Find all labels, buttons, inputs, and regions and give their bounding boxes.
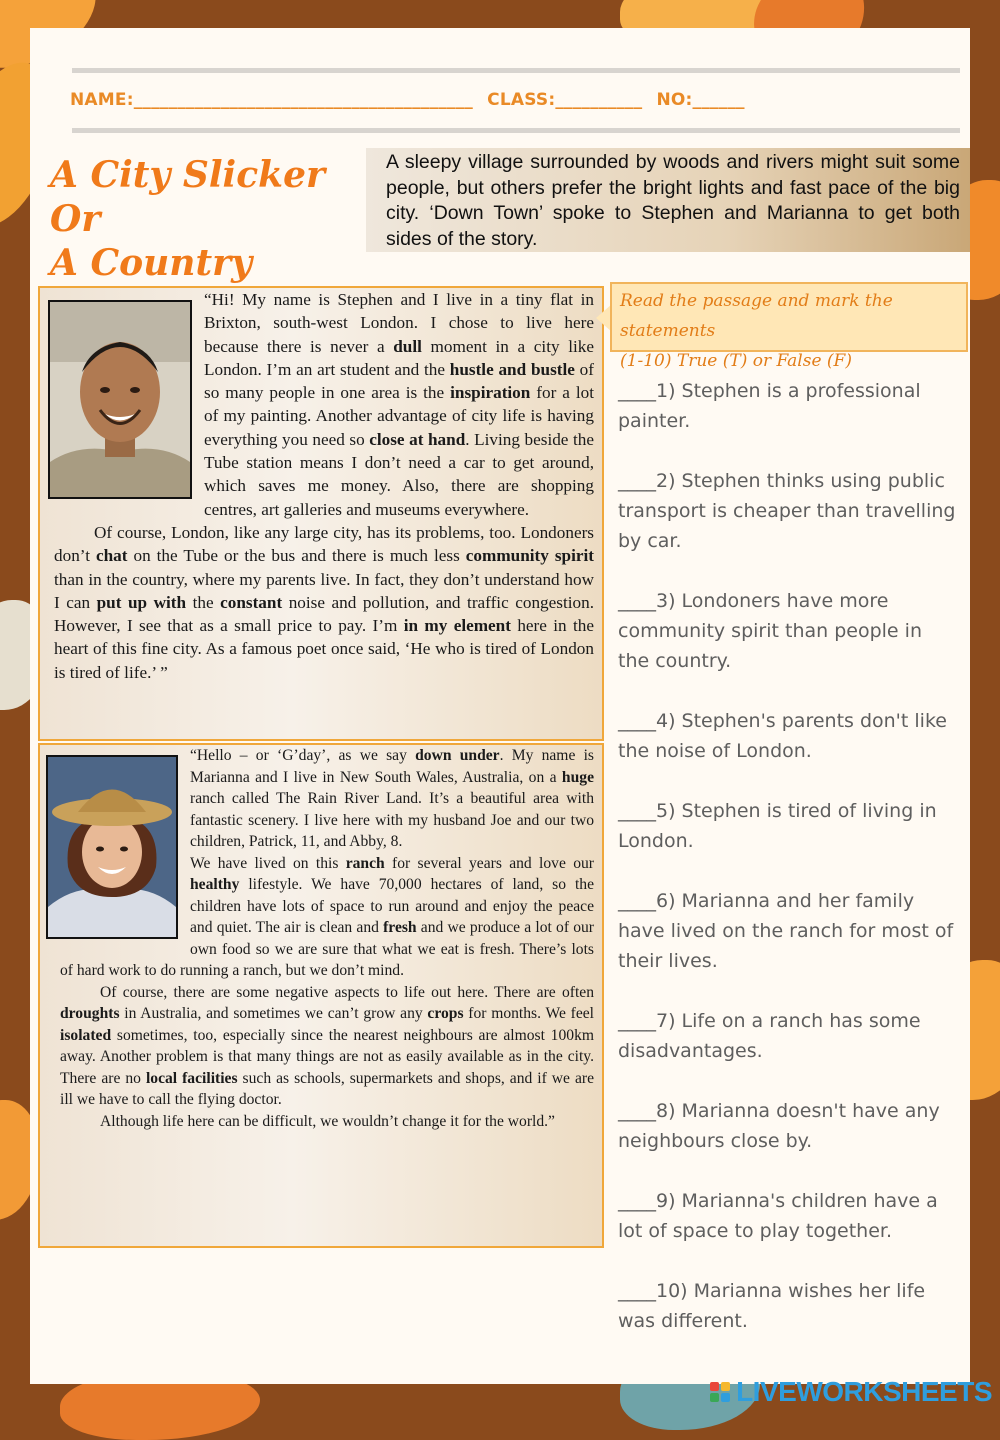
marianna-article [38, 743, 604, 1248]
question-2[interactable]: ____2) Stephen thinks using public transport is cheaper than travelling by car. [618, 470, 956, 552]
stephen-portrait-image [50, 302, 190, 497]
question-5[interactable]: ____5) Stephen is tired of living in London. [618, 800, 937, 852]
true-false-questions [618, 376, 958, 1366]
question-1[interactable]: ____1) Stephen is a professional painter. [618, 380, 921, 432]
question-8[interactable]: ____8) Marianna doesn't have any neighbours close by. [618, 1100, 940, 1152]
marianna-portrait-image [48, 757, 176, 937]
logo-square-red [710, 1382, 719, 1391]
student-info-header [70, 90, 970, 110]
question-4[interactable]: ____4) Stephen's parents don't like the noise of London. [618, 710, 947, 762]
top-rule [72, 68, 960, 73]
question-6[interactable]: ____6) Marianna and her family have lived on the ranch for most of their lives. [618, 890, 954, 972]
marianna-paragraph-1: “Hello – or ‘G’day’, as we say down under. My name is Marianna and I live in New South Wales, Australia, on a huge ranch called The Rain River Land. It’s a beautiful area with fantastic scenery. I live here with my husband Joe and our two children, Patrick, 11, and Abby, 8. [190, 747, 594, 850]
instruction-box [610, 282, 968, 371]
stephen-article [38, 286, 604, 741]
marianna-paragraph-3: Of course, there are some negative aspects to life out here. There are often droughts in Australia, and sometimes we can’t grow any crops for months. We feel isolated sometimes, too, especially since the nearest neighbours are almost 100km away. Another problem is that many things are not as easily available as in the city. There are no local facilities such as schools, supermarkets and shops, and if we are ill we have to call the flying doctor. [60, 983, 594, 1108]
question-3[interactable]: ____3) Londoners have more community spirit than people in the country. [618, 590, 922, 672]
number-field-label[interactable]: NO:______ [656, 90, 745, 110]
bottom-rule [72, 128, 960, 133]
logo-square-yellow [721, 1382, 730, 1391]
name-field-label[interactable]: NAME:_______________________________________ [70, 90, 474, 110]
question-10[interactable]: ____10) Marianna wishes her life was different. [618, 1280, 926, 1332]
question-7[interactable]: ____7) Life on a ranch has some disadvantages. [618, 1010, 921, 1062]
question-9[interactable]: ____9) Marianna's children have a lot of space to play together. [618, 1190, 938, 1242]
instruction-line-2: (1-10) True (T) or False (F) [620, 351, 852, 371]
liveworksheets-logo-text: LIVEWORKSHEETS [736, 1376, 992, 1407]
logo-square-blue [721, 1393, 730, 1402]
stephen-photo [48, 300, 192, 499]
liveworksheets-logo[interactable] [710, 1376, 992, 1408]
intro-text: A sleepy village surrounded by woods and rivers might suit some people, but others prefer the bright lights and fast pace of the big city. ‘Down Town’ spoke to Stephen and Marianna to get both sides of the story. [366, 148, 970, 252]
stephen-paragraph-1: “Hi! My name is Stephen and I live in a tiny flat in Brixton, south-west London. I chose to live here because there is never a dull moment in a city like London. I’m an art student and the hustle and bustle of so many people in one area is the inspiration for a lot of my painting. Another advantage of city life is having everything you need so close at hand. Living beside the Tube station means I don’t need a car to get around, which saves me money. Also, there are shopping centres, art galleries and museums everywhere. [204, 290, 594, 519]
liveworksheets-logo-icon [710, 1382, 730, 1402]
title-line-2: A Country [50, 242, 252, 284]
marianna-paragraph-2: We have lived on this ranch for several years and love our healthy lifestyle. We have 70,000 hectares of land, so the children have lots of space to run around and enjoy the peace and quiet. The air is clean and fresh and we produce a lot of our own food so we are sure that what we eat is fresh. There’s lots of hard work to do running a ranch, but we don’t mind. [60, 854, 594, 979]
logo-square-green [710, 1393, 719, 1402]
marianna-paragraph-4: Although life here can be difficult, we wouldn’t change it for the world.” [100, 1112, 555, 1130]
class-field-label[interactable]: CLASS:__________ [487, 90, 643, 110]
title-line-1: A City Slicker Or [50, 154, 325, 240]
marianna-photo [46, 755, 178, 939]
instruction-line-1: Read the passage and mark the statements [620, 291, 893, 341]
worksheet-page [30, 28, 970, 1384]
stephen-paragraph-2: Of course, London, like any large city, has its problems, too. Londoners don’t chat on the Tube or the bus and there is much less community spirit than in the country, where my parents live. In fact, they don’t understand how I can put up with the constant noise and pollution, and traffic congestion. However, I see that as a small price to pay. I’m in my element here in the heart of this fine city. As a famous poet once said, ‘He who is tired of London is tired of life.’ ” [54, 522, 594, 682]
